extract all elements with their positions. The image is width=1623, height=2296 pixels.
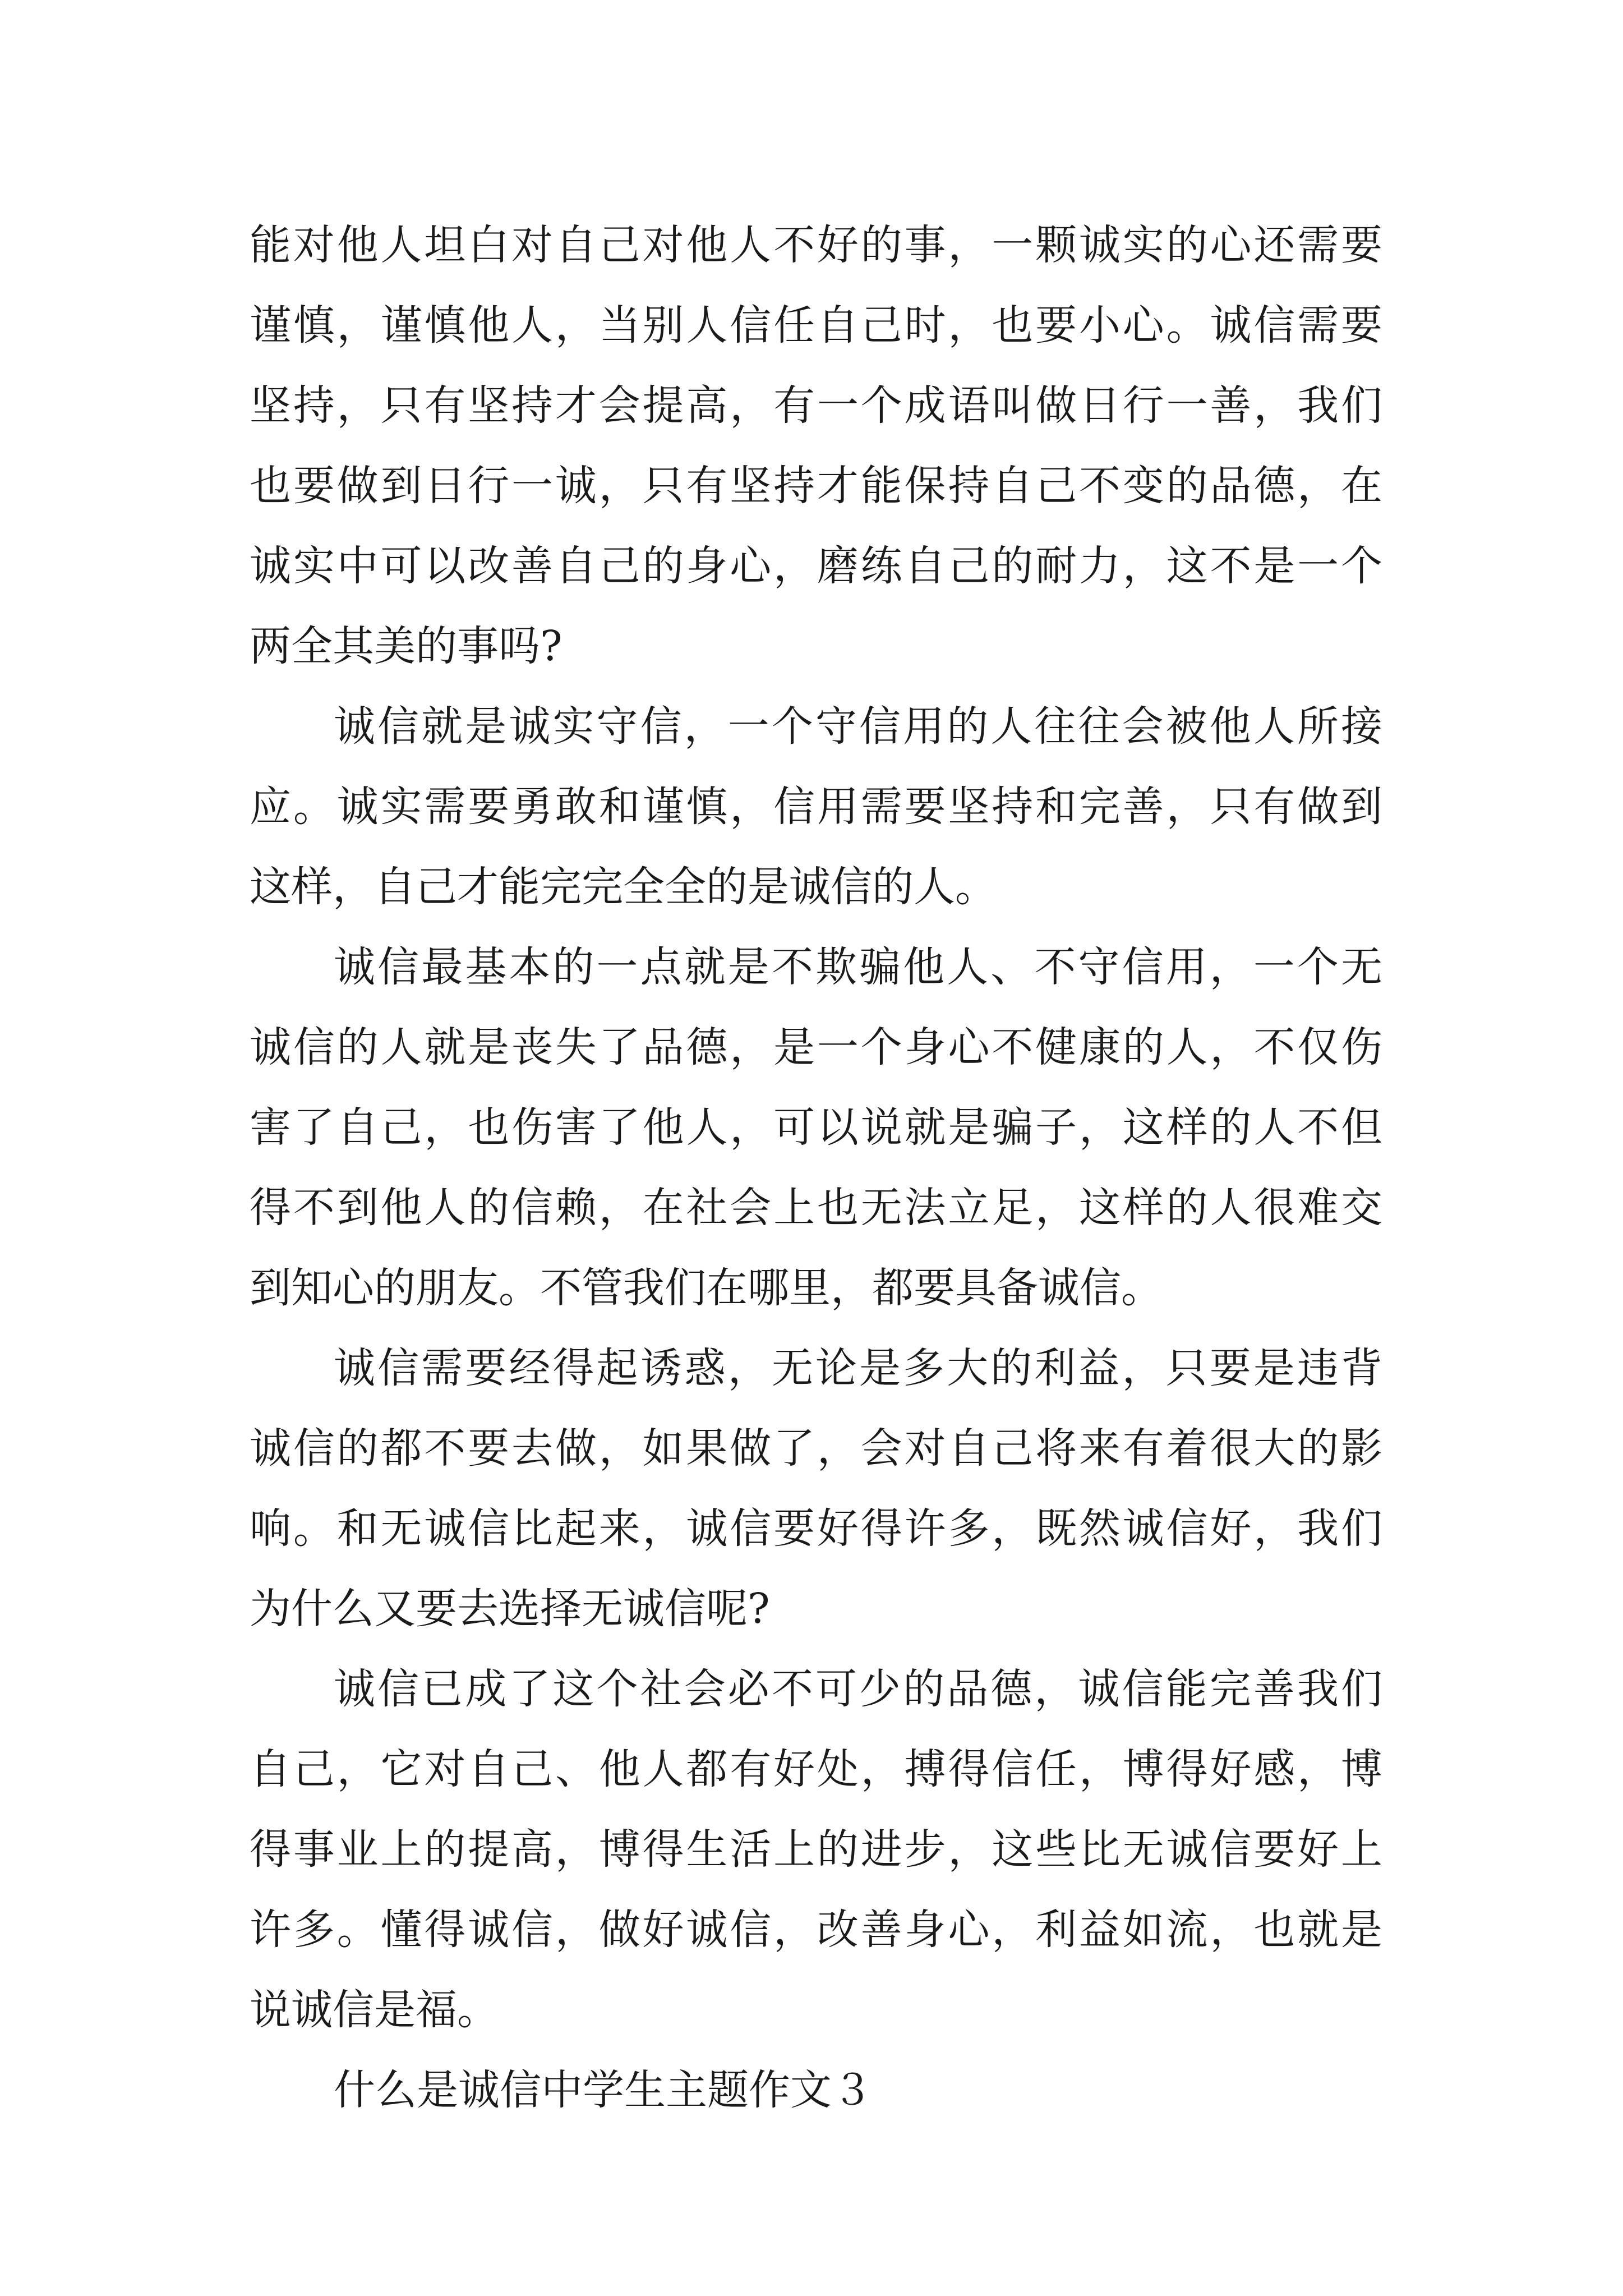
paragraph-5-line-4: 许多。懂得诚信，做好诚信，改善身心，利益如流，也就是	[250, 1906, 1382, 1954]
paragraph-4-line-4: 为什么又要去选择无诚信呢?	[250, 1585, 770, 1633]
paragraph-1-line-6: 两全其美的事吗?	[250, 622, 562, 670]
paragraph-3-line-3: 害了自己，也伤害了他人，可以说就是骗子，这样的人不但	[250, 1103, 1382, 1152]
paragraph-5-line-3: 得事业上的提高，博得生活上的进步，这些比无诚信要好上	[250, 1825, 1382, 1874]
paragraph-5-line-5: 说诚信是福。	[250, 1986, 499, 2034]
paragraph-3-line-2: 诚信的人就是丧失了品德，是一个身心不健康的人，不仅伤	[250, 1023, 1382, 1071]
paragraph-4-line-3: 响。和无诚信比起来，诚信要好得许多，既然诚信好，我们	[250, 1504, 1382, 1553]
paragraph-1-line-5: 诚实中可以改善自己的身心，磨练自己的耐力，这不是一个	[250, 542, 1382, 590]
paragraph-4-line-1: 诚信需要经得起诱惑，无论是多大的利益，只要是违背	[334, 1344, 1382, 1392]
paragraph-5-line-1: 诚信已成了这个社会必不可少的品德，诚信能完善我们	[334, 1665, 1382, 1713]
section-heading: 什么是诚信中学生主题作文３	[334, 2066, 873, 2114]
paragraph-4-line-2: 诚信的都不要去做，如果做了，会对自己将来有着很大的影	[250, 1424, 1382, 1473]
paragraph-3-line-4: 得不到他人的信赖，在社会上也无法立足，这样的人很难交	[250, 1184, 1382, 1232]
paragraph-1-line-3: 坚持，只有坚持才会提高，有一个成语叫做日行一善，我们	[250, 381, 1382, 430]
paragraph-2-line-1: 诚信就是诚实守信，一个守信用的人往往会被他人所接	[334, 702, 1382, 751]
paragraph-2-line-3: 这样，自己才能完完全全的是诚信的人。	[250, 863, 997, 911]
paragraph-3-line-1: 诚信最基本的一点就是不欺骗他人、不守信用，一个无	[334, 943, 1382, 991]
paragraph-3-line-5: 到知心的朋友。不管我们在哪里，都要具备诚信。	[250, 1264, 1163, 1312]
paragraph-1-line-1: 能对他人坦白对自己对他人不好的事，一颗诚实的心还需要	[250, 221, 1382, 269]
paragraph-1-line-2: 谨慎，谨慎他人，当别人信任自己时，也要小心。诚信需要	[250, 301, 1382, 349]
paragraph-2-line-2: 应。诚实需要勇敢和谨慎，信用需要坚持和完善，只有做到	[250, 783, 1382, 831]
paragraph-1-line-4: 也要做到日行一诚，只有坚持才能保持自己不变的品德，在	[250, 462, 1382, 510]
paragraph-5-line-2: 自己，它对自己、他人都有好处，搏得信任，博得好感，博	[250, 1745, 1382, 1793]
